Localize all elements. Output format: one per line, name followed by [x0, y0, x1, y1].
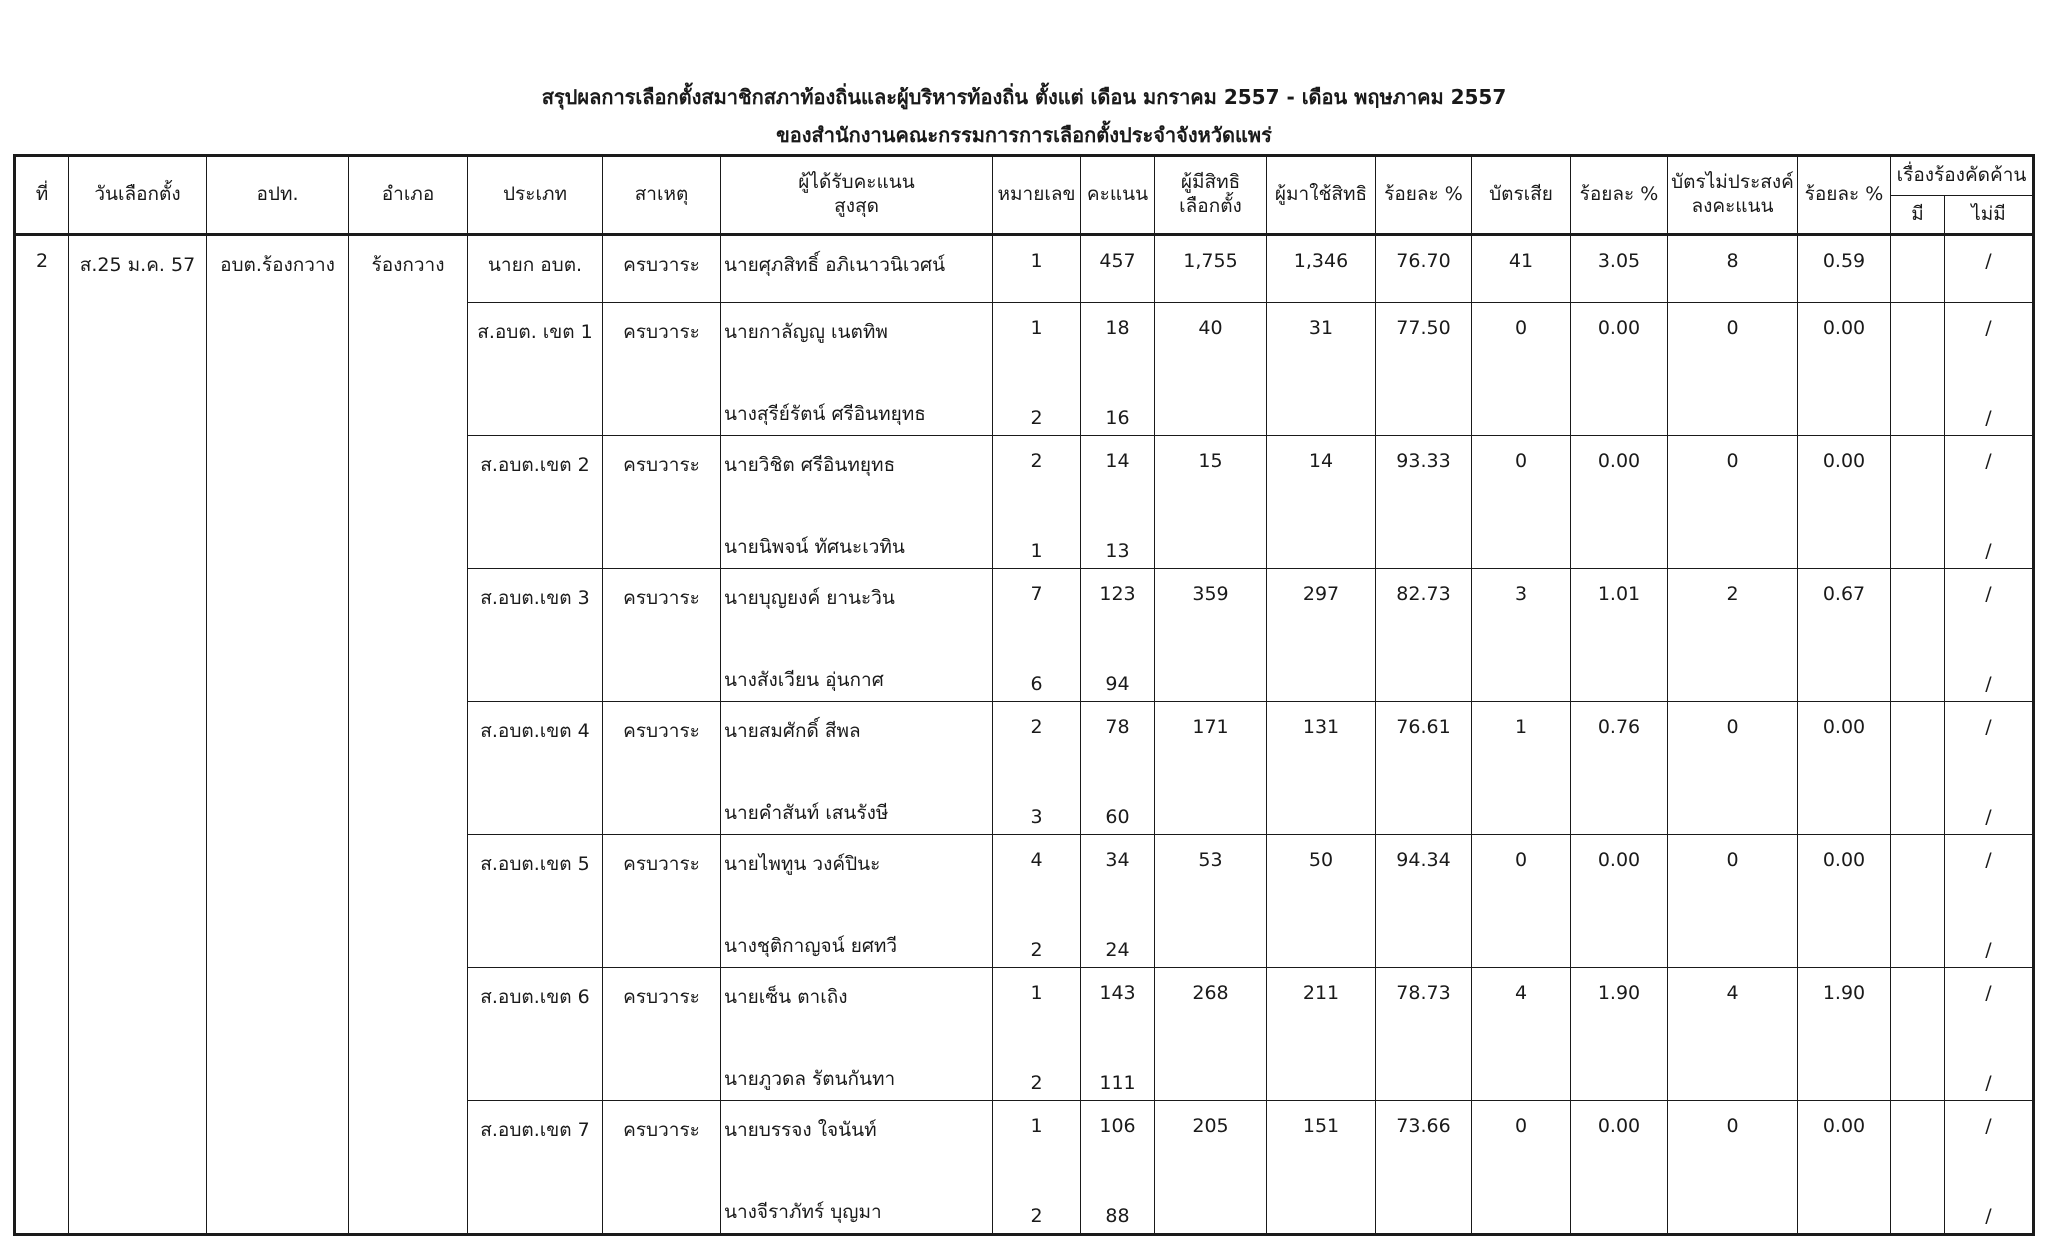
- row-no-vote: 0: [1668, 835, 1798, 968]
- complaint-no-mark: /: [1945, 1171, 2034, 1235]
- complaint-yes-cell: [1891, 702, 1945, 835]
- row-type: นายก อบต.: [468, 235, 603, 303]
- header-no-vote-pct: ร้อยละ %: [1798, 156, 1891, 235]
- candidate-name: นายภูวดล รัตนกันทา: [721, 1038, 993, 1101]
- row-turnout-pct: 76.70: [1376, 235, 1472, 303]
- complaint-no-mark: /: [1945, 702, 2034, 773]
- complaint-yes-cell: [1891, 436, 1945, 569]
- row-eligible: 53: [1155, 835, 1267, 968]
- candidate-name: นายเซ็น ตาเถิง: [721, 968, 993, 1039]
- candidate-votes: 34: [1081, 835, 1155, 906]
- row-turnout-pct: 93.33: [1376, 436, 1472, 569]
- election-date: ส.25 ม.ค. 57: [69, 235, 207, 1235]
- candidate-name: นายสมศักดิ์ สีพล: [721, 702, 993, 773]
- row-no-vote-pct: 0.00: [1798, 1101, 1891, 1235]
- row-eligible: 205: [1155, 1101, 1267, 1235]
- row-no-vote: 0: [1668, 702, 1798, 835]
- complaint-no-mark: /: [1945, 772, 2034, 835]
- header-turnout-pct: ร้อยละ %: [1376, 156, 1472, 235]
- complaint-no-mark: /: [1945, 235, 2034, 303]
- row-type: ส.อบต.เขต 7: [468, 1101, 603, 1235]
- row-no-vote-pct: 0.00: [1798, 436, 1891, 569]
- row-cause: ครบวาระ: [603, 835, 721, 968]
- row-cause: ครบวาระ: [603, 968, 721, 1101]
- row-no-vote-pct: 0.00: [1798, 702, 1891, 835]
- candidate-name: นายบรรจง ใจนันท์: [721, 1101, 993, 1172]
- complaint-no-mark: /: [1945, 1101, 2034, 1172]
- complaint-no-mark: /: [1945, 639, 2034, 702]
- candidate-number: 2: [993, 702, 1081, 773]
- candidate-name: นายวิชิต ศรีอินทยุทธ: [721, 436, 993, 507]
- row-type: ส.อบต.เขต 5: [468, 835, 603, 968]
- complaint-no-mark: /: [1945, 835, 2034, 906]
- row-invalid: 1: [1472, 702, 1571, 835]
- row-invalid-pct: 0.00: [1571, 835, 1668, 968]
- candidate-number: 7: [993, 569, 1081, 640]
- candidate-number: 6: [993, 639, 1081, 702]
- candidate-votes: 88: [1081, 1171, 1155, 1235]
- row-cause: ครบวาระ: [603, 303, 721, 436]
- candidate-name: นายคำสันท์ เสนรังษี: [721, 772, 993, 835]
- row-no-vote: 2: [1668, 569, 1798, 702]
- table-header-row: [15, 156, 2034, 196]
- row-type: ส.อบต.เขต 2: [468, 436, 603, 569]
- row-turnout-pct: 77.50: [1376, 303, 1472, 436]
- row-no-vote: 0: [1668, 1101, 1798, 1235]
- header-complaint-no: ไม่มี: [1945, 196, 2034, 235]
- candidate-votes: 16: [1081, 373, 1155, 436]
- row-invalid: 0: [1472, 1101, 1571, 1235]
- row-invalid: 3: [1472, 569, 1571, 702]
- row-no-vote: 0: [1668, 303, 1798, 436]
- row-turnout-pct: 76.61: [1376, 702, 1472, 835]
- row-no-vote-pct: 0.67: [1798, 569, 1891, 702]
- complaint-yes-cell: [1891, 1101, 1945, 1235]
- complaint-no-mark: /: [1945, 506, 2034, 569]
- header-org: อปท.: [207, 156, 349, 235]
- header-date: วันเลือกตั้ง: [69, 156, 207, 235]
- candidate-votes: 457: [1081, 235, 1155, 303]
- candidate-votes: 123: [1081, 569, 1155, 640]
- election-no: 2: [15, 235, 69, 1235]
- candidate-number: 4: [993, 835, 1081, 906]
- row-no-vote-pct: 0.59: [1798, 235, 1891, 303]
- row-eligible: 15: [1155, 436, 1267, 569]
- row-no-vote-pct: 1.90: [1798, 968, 1891, 1101]
- election-org: อบต.ร้องกวาง: [207, 235, 349, 1235]
- header-invalid-pct: ร้อยละ %: [1571, 156, 1668, 235]
- header-no-vote: บัตรไม่ประสงค์ ลงคะแนน: [1668, 156, 1798, 235]
- candidate-number: 1: [993, 968, 1081, 1039]
- row-invalid-pct: 0.00: [1571, 303, 1668, 436]
- header-turnout: ผู้มาใช้สิทธิ: [1267, 156, 1376, 235]
- row-eligible: 40: [1155, 303, 1267, 436]
- complaint-no-mark: /: [1945, 1038, 2034, 1101]
- header-type: ประเภท: [468, 156, 603, 235]
- header-complaint: เรื่องร้องคัดค้าน: [1891, 156, 2034, 196]
- row-turnout: 131: [1267, 702, 1376, 835]
- complaint-no-mark: /: [1945, 436, 2034, 507]
- row-cause: ครบวาระ: [603, 436, 721, 569]
- complaint-yes-cell: [1891, 303, 1945, 436]
- complaint-yes-cell: [1891, 235, 1945, 303]
- row-invalid-pct: 0.76: [1571, 702, 1668, 835]
- row-invalid: 0: [1472, 436, 1571, 569]
- complaint-yes-cell: [1891, 569, 1945, 702]
- row-type: ส.อบต.เขต 6: [468, 968, 603, 1101]
- complaint-no-mark: /: [1945, 373, 2034, 436]
- row-cause: ครบวาระ: [603, 1101, 721, 1235]
- candidate-number: 1: [993, 506, 1081, 569]
- candidate-name: นายบุญยงค์ ยานะวิน: [721, 569, 993, 640]
- candidate-votes: 106: [1081, 1101, 1155, 1172]
- row-invalid: 0: [1472, 303, 1571, 436]
- candidate-votes: 14: [1081, 436, 1155, 507]
- row-no-vote-pct: 0.00: [1798, 835, 1891, 968]
- candidate-name: นายนิพจน์ ทัศนะเวทิน: [721, 506, 993, 569]
- candidate-number: 2: [993, 1038, 1081, 1101]
- row-no-vote: 4: [1668, 968, 1798, 1101]
- candidate-votes: 111: [1081, 1038, 1155, 1101]
- candidate-number: 1: [993, 235, 1081, 303]
- header-no: ที่: [15, 156, 69, 235]
- row-turnout: 31: [1267, 303, 1376, 436]
- candidate-number: 2: [993, 905, 1081, 968]
- row-type: ส.อบต.เขต 4: [468, 702, 603, 835]
- candidate-number: 2: [993, 436, 1081, 507]
- candidate-number: 3: [993, 772, 1081, 835]
- candidate-name: นายศุภสิทธิ์ อภิเนาวนิเวศน์: [721, 235, 993, 303]
- complaint-yes-cell: [1891, 968, 1945, 1101]
- candidate-votes: 143: [1081, 968, 1155, 1039]
- candidate-name: นางชุติกาญจน์ ยศทวี: [721, 905, 993, 968]
- complaint-no-mark: /: [1945, 303, 2034, 374]
- row-invalid-pct: 3.05: [1571, 235, 1668, 303]
- row-invalid: 41: [1472, 235, 1571, 303]
- row-cause: ครบวาระ: [603, 702, 721, 835]
- row-turnout-pct: 78.73: [1376, 968, 1472, 1101]
- candidate-name: นายกาลัญญู เนตทิพ: [721, 303, 993, 374]
- header-complaint-yes: มี: [1891, 196, 1945, 235]
- header-number: หมายเลข: [993, 156, 1081, 235]
- header-eligible: ผู้มีสิทธิ เลือกตั้ง: [1155, 156, 1267, 235]
- candidate-number: 2: [993, 373, 1081, 436]
- row-turnout-pct: 94.34: [1376, 835, 1472, 968]
- row-no-vote-pct: 0.00: [1798, 303, 1891, 436]
- header-district: อำเภอ: [349, 156, 468, 235]
- candidate-votes: 60: [1081, 772, 1155, 835]
- report-title: สรุปผลการเลือกตั้งสมาชิกสภาท้องถิ่นและผู้บริหารท้องถิ่น ตั้งแต่ เดือน มกราคม 2557 - เดือน พฤษภาคม 2557: [541, 85, 1507, 109]
- row-no-vote: 0: [1668, 436, 1798, 569]
- candidate-votes: 13: [1081, 506, 1155, 569]
- row-invalid: 0: [1472, 835, 1571, 968]
- candidate-votes: 18: [1081, 303, 1155, 374]
- table-row: [15, 235, 2034, 303]
- table-body: [15, 235, 2034, 1235]
- row-type: ส.อบต. เขต 1: [468, 303, 603, 436]
- candidate-name: นางสุรีย์รัตน์ ศรีอินทยุทธ: [721, 373, 993, 436]
- candidate-name: นางสังเวียน อุ่นกาศ: [721, 639, 993, 702]
- row-cause: ครบวาระ: [603, 569, 721, 702]
- row-turnout: 14: [1267, 436, 1376, 569]
- row-turnout: 50: [1267, 835, 1376, 968]
- report-subtitle: ของสำนักงานคณะกรรมการการเลือกตั้งประจำจังหวัดแพร่: [776, 123, 1272, 147]
- complaint-yes-cell: [1891, 835, 1945, 968]
- header-invalid: บัตรเสีย: [1472, 156, 1571, 235]
- header-cause: สาเหตุ: [603, 156, 721, 235]
- candidate-number: 1: [993, 303, 1081, 374]
- row-eligible: 359: [1155, 569, 1267, 702]
- complaint-no-mark: /: [1945, 968, 2034, 1039]
- row-eligible: 1,755: [1155, 235, 1267, 303]
- row-invalid-pct: 0.00: [1571, 1101, 1668, 1235]
- row-turnout: 1,346: [1267, 235, 1376, 303]
- row-eligible: 171: [1155, 702, 1267, 835]
- row-turnout: 297: [1267, 569, 1376, 702]
- row-turnout-pct: 82.73: [1376, 569, 1472, 702]
- election-results-table: [13, 154, 2035, 1236]
- complaint-no-mark: /: [1945, 569, 2034, 640]
- row-cause: ครบวาระ: [603, 235, 721, 303]
- candidate-name: นายไพทูน วงค์ปินะ: [721, 835, 993, 906]
- candidate-number: 2: [993, 1171, 1081, 1235]
- row-invalid-pct: 1.01: [1571, 569, 1668, 702]
- row-eligible: 268: [1155, 968, 1267, 1101]
- row-invalid: 4: [1472, 968, 1571, 1101]
- header-votes: คะแนน: [1081, 156, 1155, 235]
- election-district: ร้องกวาง: [349, 235, 468, 1235]
- row-type: ส.อบต.เขต 3: [468, 569, 603, 702]
- candidate-number: 1: [993, 1101, 1081, 1172]
- row-no-vote: 8: [1668, 235, 1798, 303]
- candidate-votes: 94: [1081, 639, 1155, 702]
- candidate-name: นางจีราภัทร์ บุญมา: [721, 1171, 993, 1235]
- row-turnout: 211: [1267, 968, 1376, 1101]
- row-turnout-pct: 73.66: [1376, 1101, 1472, 1235]
- complaint-no-mark: /: [1945, 905, 2034, 968]
- row-invalid-pct: 1.90: [1571, 968, 1668, 1101]
- candidate-votes: 24: [1081, 905, 1155, 968]
- header-top-candidate: ผู้ได้รับคะแนน สูงสุด: [721, 156, 993, 235]
- row-turnout: 151: [1267, 1101, 1376, 1235]
- row-invalid-pct: 0.00: [1571, 436, 1668, 569]
- candidate-votes: 78: [1081, 702, 1155, 773]
